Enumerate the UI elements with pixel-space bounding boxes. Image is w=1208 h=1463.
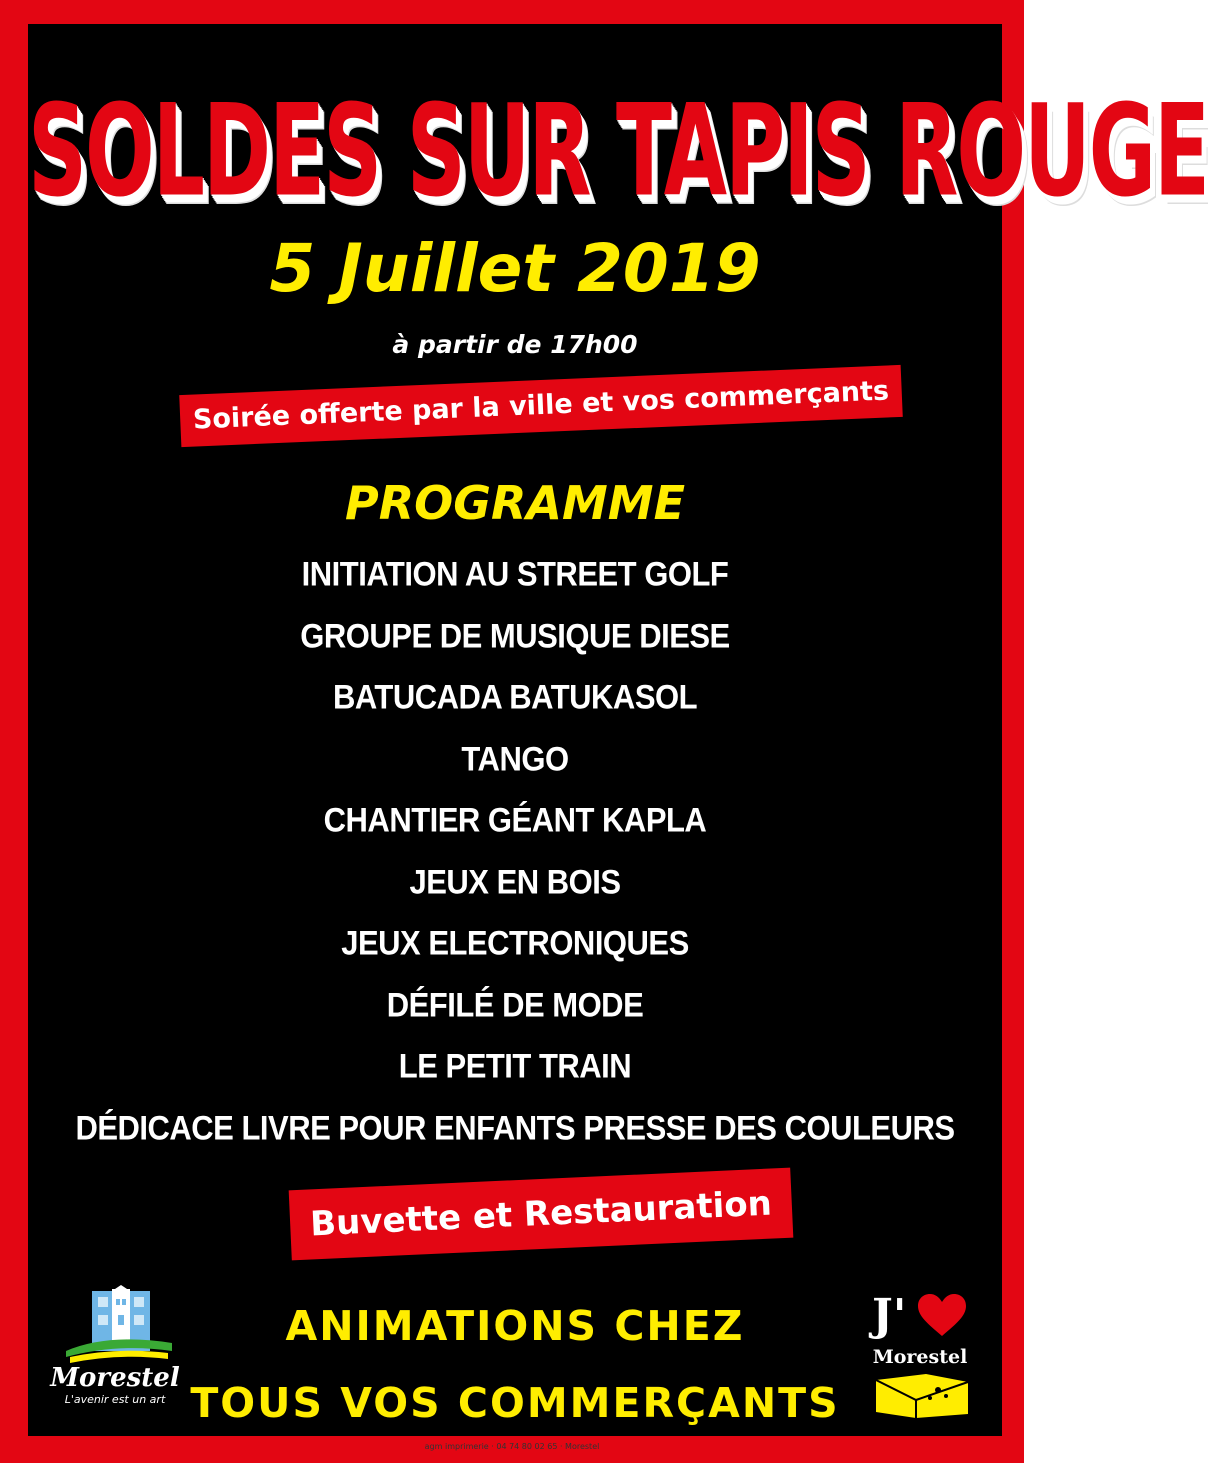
programme-title: PROGRAMME [345,476,685,530]
poster-panel [28,24,1208,1436]
programme-item: TANGO [461,738,569,778]
morestel-town-logo [48,1285,182,1417]
logo-right-name: Morestel [872,1346,968,1368]
programme-item: JEUX EN BOIS [409,861,621,901]
town-tower-logo-icon [48,1285,182,1365]
printer-credit: agm imprimerie · 04 74 80 02 65 · Morestel [424,1442,600,1451]
animations-line-2: TOUS VOS COMMERÇANTS [190,1379,840,1427]
programme-item: LE PETIT TRAIN [398,1046,632,1086]
offered-banner: Soirée offerte par la ville et vos commerçants [179,365,903,447]
programme-item: JEUX ELECTRONIQUES [341,923,689,963]
event-time: à partir de 17h00 [392,330,638,359]
food-banner: Buvette et Restauration [289,1168,794,1261]
programme-item: DÉFILÉ DE MODE [386,984,644,1024]
programme-item: BATUCADA BATUKASOL [332,677,698,717]
programme-item: CHANTIER GÉANT KAPLA [323,800,707,840]
programme-item: DÉDICACE LIVRE POUR ENFANTS PRESSE DES COULEURS [75,1107,955,1147]
logo-left-name: Morestel [50,1363,180,1393]
poster-title: SOLDES SUR TAPIS ROUGE [28,78,1208,226]
jaime-morestel-logo [866,1290,974,1420]
logo-left-tagline: L'avenir est un art [64,1393,166,1406]
programme-item: GROUPE DE MUSIQUE DIESE [300,615,730,655]
animations-line-1: ANIMATIONS CHEZ [285,1302,745,1350]
heart-icon [918,1294,966,1338]
logo-right-prefix: J' [872,1290,907,1341]
event-date: 5 Juillet 2019 [269,230,761,307]
programme-item: INITIATION AU STREET GOLF [301,554,729,594]
yellow-cheese-icon [876,1374,968,1418]
programme-list [28,549,1002,1164]
